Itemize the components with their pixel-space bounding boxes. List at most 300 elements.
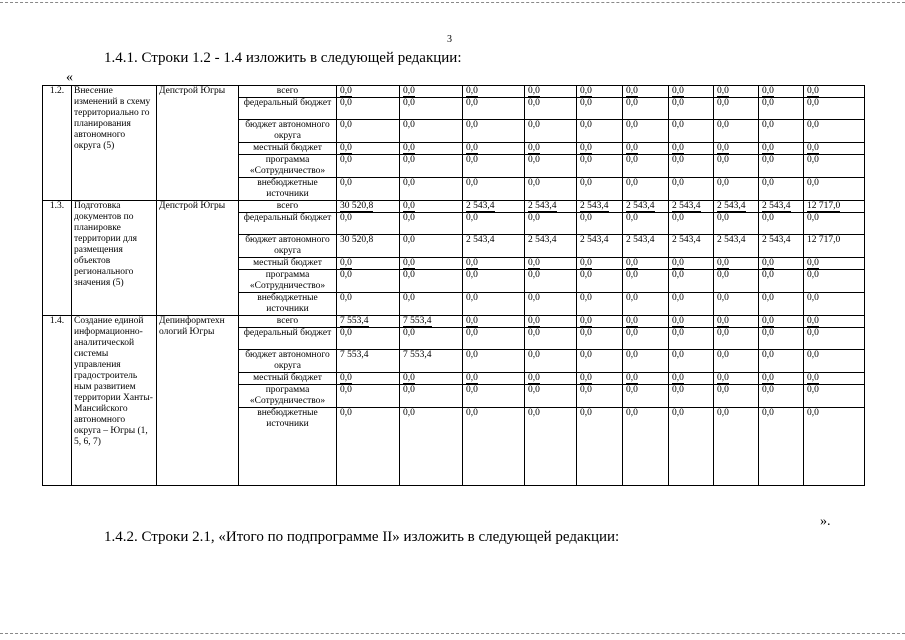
value-text: 0,0 (762, 385, 774, 395)
value-cell (525, 178, 577, 201)
value-text: 0,0 (403, 213, 415, 223)
value-text: 0,0 (807, 270, 819, 280)
value-text: 0,0 (466, 86, 478, 96)
value-text: 0,0 (672, 213, 684, 223)
scan-edge-top (0, 2, 905, 3)
value-cell (525, 258, 577, 270)
value-cell (759, 373, 804, 385)
value-text: 0,0 (580, 385, 592, 395)
value-text: 0,0 (466, 155, 478, 165)
value-cell (623, 316, 669, 328)
value-text: 0,0 (717, 120, 729, 130)
value-text: 0,0 (403, 270, 415, 280)
value-cell (714, 385, 759, 408)
value-cell (400, 373, 463, 385)
value-cell (804, 373, 865, 385)
value-text: 0,0 (717, 213, 729, 223)
value-cell (400, 178, 463, 201)
value-text: 0,0 (340, 258, 352, 268)
value-cell (759, 293, 804, 316)
value-cell (669, 86, 714, 98)
value-text: 0,0 (626, 293, 638, 303)
value-text: 7 553,4 (403, 316, 432, 326)
value-text: 0,0 (626, 120, 638, 130)
funding-source: федеральный бюджет (239, 213, 337, 235)
value-cell (577, 120, 623, 143)
value-cell (400, 155, 463, 178)
value-cell (400, 120, 463, 143)
value-cell (804, 258, 865, 270)
value-text: 0,0 (762, 293, 774, 303)
value-text: 0,0 (672, 293, 684, 303)
value-cell (525, 385, 577, 408)
value-cell (577, 270, 623, 293)
value-text: 0,0 (528, 98, 540, 108)
table-row (43, 316, 865, 328)
value-cell (669, 408, 714, 486)
value-cell (337, 235, 400, 258)
value-text: 30 520,8 (340, 201, 374, 211)
value-cell (337, 155, 400, 178)
value-cell (337, 350, 400, 373)
value-text: 0,0 (717, 293, 729, 303)
value-cell (714, 213, 759, 235)
value-cell (623, 120, 669, 143)
value-cell (669, 258, 714, 270)
value-text: 0,0 (466, 385, 478, 395)
value-text: 0,0 (717, 270, 729, 280)
value-cell (623, 293, 669, 316)
value-text: 0,0 (672, 373, 684, 383)
value-cell (577, 86, 623, 98)
value-text: 0,0 (762, 350, 774, 360)
value-text: 0,0 (403, 328, 415, 338)
value-cell (337, 98, 400, 120)
value-cell (714, 270, 759, 293)
value-text: 0,0 (626, 178, 638, 188)
value-text: 0,0 (762, 178, 774, 188)
value-text: 0,0 (626, 143, 638, 153)
value-text: 0,0 (807, 293, 819, 303)
value-cell (669, 120, 714, 143)
activity-name: Внесение изменений в схему территориально го планирования автономного округа (5) (72, 86, 157, 201)
value-text: 0,0 (403, 86, 415, 96)
value-cell (463, 201, 525, 213)
value-text: 0,0 (580, 213, 592, 223)
value-text: 0,0 (672, 270, 684, 280)
value-text: 0,0 (807, 385, 819, 395)
value-cell (463, 385, 525, 408)
value-cell (577, 293, 623, 316)
value-cell (669, 373, 714, 385)
funding-source: местный бюджет (239, 143, 337, 155)
executor: Депинформтехн ологий Югры (157, 316, 239, 486)
value-text: 2 543,4 (717, 235, 746, 245)
value-text: 0,0 (466, 350, 478, 360)
value-cell (623, 270, 669, 293)
value-cell (525, 120, 577, 143)
value-cell (669, 270, 714, 293)
value-text: 0,0 (340, 98, 352, 108)
value-text: 2 543,4 (762, 235, 791, 245)
value-cell (400, 293, 463, 316)
value-cell (623, 328, 669, 350)
value-text: 0,0 (466, 98, 478, 108)
value-cell (714, 258, 759, 270)
value-text: 0,0 (340, 270, 352, 280)
value-cell (623, 373, 669, 385)
value-text: 0,0 (807, 155, 819, 165)
activity-name: Подготовка документов по планировке территории для размещения объектов регионального значения (5) (72, 201, 157, 316)
value-text: 0,0 (403, 373, 415, 383)
value-cell (669, 328, 714, 350)
value-text: 0,0 (403, 293, 415, 303)
value-cell (714, 120, 759, 143)
value-cell (577, 328, 623, 350)
value-cell (337, 258, 400, 270)
value-text: 0,0 (466, 408, 478, 418)
value-text: 0,0 (672, 86, 684, 96)
funding-source: всего (239, 86, 337, 98)
value-cell (577, 258, 623, 270)
value-text: 0,0 (717, 385, 729, 395)
value-text: 0,0 (403, 235, 415, 245)
value-cell (623, 155, 669, 178)
section-heading-2: 1.4.2. Строки 2.1, «Итого по подпрограмме II» изложить в следующей редакции: (104, 529, 620, 545)
value-text: 0,0 (626, 328, 638, 338)
value-text: 0,0 (580, 293, 592, 303)
funding-source: программа «Сотрудничество» (239, 385, 337, 408)
value-cell (400, 385, 463, 408)
value-cell (577, 373, 623, 385)
value-text: 0,0 (580, 178, 592, 188)
value-text: 2 543,4 (580, 235, 609, 245)
value-cell (714, 143, 759, 155)
value-cell (337, 86, 400, 98)
value-text: 0,0 (626, 86, 638, 96)
value-cell (623, 86, 669, 98)
value-text: 0,0 (717, 350, 729, 360)
value-text: 2 543,4 (528, 235, 557, 245)
value-cell (337, 213, 400, 235)
value-cell (337, 120, 400, 143)
value-text: 0,0 (672, 316, 684, 326)
value-cell (669, 155, 714, 178)
value-text: 0,0 (807, 408, 819, 418)
value-text: 0,0 (717, 86, 729, 96)
value-cell (525, 328, 577, 350)
value-cell (525, 201, 577, 213)
value-text: 0,0 (580, 270, 592, 280)
value-text: 0,0 (340, 86, 352, 96)
value-text: 0,0 (762, 120, 774, 130)
value-text: 2 543,4 (626, 201, 655, 211)
funding-source: программа «Сотрудничество» (239, 155, 337, 178)
value-cell (525, 293, 577, 316)
value-cell (759, 178, 804, 201)
value-cell (400, 98, 463, 120)
value-cell (714, 328, 759, 350)
value-text: 0,0 (672, 143, 684, 153)
value-cell (463, 155, 525, 178)
value-cell (525, 155, 577, 178)
funding-source: бюджет автономного округа (239, 350, 337, 373)
value-cell (623, 178, 669, 201)
value-text: 0,0 (717, 98, 729, 108)
funding-source: всего (239, 201, 337, 213)
value-text: 0,0 (403, 408, 415, 418)
value-text: 0,0 (762, 316, 774, 326)
value-cell (577, 408, 623, 486)
value-cell (714, 373, 759, 385)
value-cell (577, 201, 623, 213)
funding-source: федеральный бюджет (239, 98, 337, 120)
value-text: 0,0 (580, 328, 592, 338)
value-text: 0,0 (580, 143, 592, 153)
value-text: 0,0 (807, 213, 819, 223)
value-text: 0,0 (807, 350, 819, 360)
value-cell (759, 316, 804, 328)
funding-source: местный бюджет (239, 373, 337, 385)
value-text: 0,0 (807, 328, 819, 338)
value-cell (669, 316, 714, 328)
value-cell (463, 328, 525, 350)
value-cell (525, 235, 577, 258)
value-text: 0,0 (762, 213, 774, 223)
value-text: 0,0 (762, 270, 774, 280)
value-text: 0,0 (340, 178, 352, 188)
value-text: 0,0 (807, 143, 819, 153)
value-cell (759, 86, 804, 98)
value-cell (804, 270, 865, 293)
value-text: 0,0 (762, 328, 774, 338)
value-text: 0,0 (672, 98, 684, 108)
value-cell (525, 143, 577, 155)
value-text: 0,0 (403, 258, 415, 268)
value-text: 0,0 (672, 120, 684, 130)
value-cell (400, 86, 463, 98)
open-quote: « (66, 70, 73, 85)
row-number: 1.2. (43, 86, 72, 201)
value-text: 2 543,4 (717, 201, 746, 211)
scan-edge-bottom (0, 633, 905, 634)
value-text: 0,0 (528, 328, 540, 338)
value-cell (759, 408, 804, 486)
value-text: 0,0 (528, 258, 540, 268)
value-cell (804, 143, 865, 155)
funding-source: внебюджетные источники (239, 293, 337, 316)
value-cell (463, 178, 525, 201)
value-cell (714, 293, 759, 316)
value-cell (804, 155, 865, 178)
value-cell (714, 408, 759, 486)
value-text: 0,0 (626, 350, 638, 360)
value-cell (400, 350, 463, 373)
value-cell (463, 98, 525, 120)
value-text: 0,0 (762, 155, 774, 165)
value-cell (759, 328, 804, 350)
value-text: 0,0 (672, 178, 684, 188)
value-text: 0,0 (528, 213, 540, 223)
value-cell (525, 86, 577, 98)
value-text: 0,0 (580, 86, 592, 96)
value-text: 0,0 (717, 316, 729, 326)
value-text: 0,0 (340, 143, 352, 153)
value-cell (337, 201, 400, 213)
value-text: 0,0 (403, 385, 415, 395)
value-text: 0,0 (528, 86, 540, 96)
value-cell (804, 98, 865, 120)
value-cell (400, 213, 463, 235)
value-cell (463, 258, 525, 270)
value-text: 0,0 (340, 328, 352, 338)
value-text: 0,0 (672, 328, 684, 338)
value-text: 0,0 (528, 120, 540, 130)
value-text: 0,0 (466, 328, 478, 338)
value-text: 0,0 (528, 178, 540, 188)
value-cell (759, 258, 804, 270)
value-text: 0,0 (466, 143, 478, 153)
value-text: 0,0 (717, 373, 729, 383)
value-text: 0,0 (403, 178, 415, 188)
value-text: 0,0 (626, 385, 638, 395)
value-cell (759, 235, 804, 258)
value-cell (577, 213, 623, 235)
value-cell (337, 373, 400, 385)
value-cell (577, 143, 623, 155)
value-cell (714, 86, 759, 98)
value-cell (400, 270, 463, 293)
value-cell (669, 350, 714, 373)
value-cell (577, 155, 623, 178)
funding-source: программа «Сотрудничество» (239, 270, 337, 293)
value-text: 0,0 (762, 373, 774, 383)
value-cell (669, 98, 714, 120)
value-cell (669, 293, 714, 316)
table-row (43, 201, 865, 213)
value-text: 0,0 (626, 270, 638, 280)
value-cell (525, 316, 577, 328)
value-text: 0,0 (626, 408, 638, 418)
value-text: 0,0 (717, 155, 729, 165)
value-text: 0,0 (340, 408, 352, 418)
value-text: 7 553,4 (340, 350, 369, 360)
value-cell (804, 385, 865, 408)
value-text: 0,0 (528, 385, 540, 395)
value-text: 12 717,0 (807, 235, 841, 245)
value-text: 0,0 (528, 143, 540, 153)
close-quote: ». (820, 514, 831, 529)
value-text: 12 717,0 (807, 201, 841, 211)
program-table (42, 85, 865, 486)
value-cell (525, 408, 577, 486)
value-text: 0,0 (807, 120, 819, 130)
value-text: 0,0 (762, 408, 774, 418)
row-number: 1.4. (43, 316, 72, 486)
value-cell (577, 98, 623, 120)
executor: Депстрой Югры (157, 86, 239, 201)
value-text: 0,0 (466, 293, 478, 303)
value-cell (623, 258, 669, 270)
value-cell (400, 408, 463, 486)
value-text: 0,0 (672, 258, 684, 268)
value-text: 0,0 (528, 293, 540, 303)
value-cell (623, 213, 669, 235)
value-text: 0,0 (717, 258, 729, 268)
value-cell (714, 178, 759, 201)
value-cell (714, 235, 759, 258)
value-cell (759, 155, 804, 178)
value-text: 0,0 (528, 316, 540, 326)
value-text: 0,0 (807, 316, 819, 326)
value-cell (669, 213, 714, 235)
value-text: 2 543,4 (580, 201, 609, 211)
value-cell (463, 86, 525, 98)
value-cell (623, 201, 669, 213)
value-cell (759, 270, 804, 293)
value-cell (759, 350, 804, 373)
value-cell (623, 98, 669, 120)
value-text: 0,0 (403, 143, 415, 153)
value-text: 0,0 (672, 350, 684, 360)
value-cell (804, 213, 865, 235)
value-cell (463, 293, 525, 316)
value-cell (804, 178, 865, 201)
value-cell (400, 328, 463, 350)
activity-name: Создание единой информационно-аналитической системы управления градостроитель ным развитием территории Ханты-Мансийского автономного округа – Югры (1, 5, 6, 7) (72, 316, 157, 486)
value-text: 0,0 (580, 316, 592, 326)
table-row (43, 86, 865, 98)
value-text: 0,0 (672, 408, 684, 418)
value-text: 0,0 (717, 178, 729, 188)
value-cell (759, 120, 804, 143)
value-text: 0,0 (466, 373, 478, 383)
value-text: 0,0 (717, 328, 729, 338)
value-text: 0,0 (717, 408, 729, 418)
value-text: 0,0 (340, 385, 352, 395)
value-cell (463, 143, 525, 155)
value-text: 2 543,4 (672, 201, 701, 211)
value-text: 0,0 (403, 155, 415, 165)
value-text: 0,0 (762, 143, 774, 153)
value-cell (804, 350, 865, 373)
value-cell (623, 143, 669, 155)
value-cell (623, 385, 669, 408)
value-cell (804, 120, 865, 143)
value-text: 7 553,4 (340, 316, 369, 326)
value-cell (400, 201, 463, 213)
value-text: 0,0 (466, 270, 478, 280)
value-text: 0,0 (528, 408, 540, 418)
value-cell (759, 98, 804, 120)
value-text: 0,0 (580, 350, 592, 360)
value-cell (463, 213, 525, 235)
value-text: 0,0 (580, 98, 592, 108)
value-cell (669, 143, 714, 155)
value-text: 0,0 (672, 155, 684, 165)
value-text: 0,0 (762, 258, 774, 268)
value-cell (525, 98, 577, 120)
value-cell (669, 178, 714, 201)
row-number: 1.3. (43, 201, 72, 316)
value-text: 0,0 (580, 258, 592, 268)
value-cell (525, 350, 577, 373)
value-text: 0,0 (626, 98, 638, 108)
value-cell (577, 316, 623, 328)
value-cell (525, 270, 577, 293)
value-text: 0,0 (466, 316, 478, 326)
value-text: 2 543,4 (466, 201, 495, 211)
